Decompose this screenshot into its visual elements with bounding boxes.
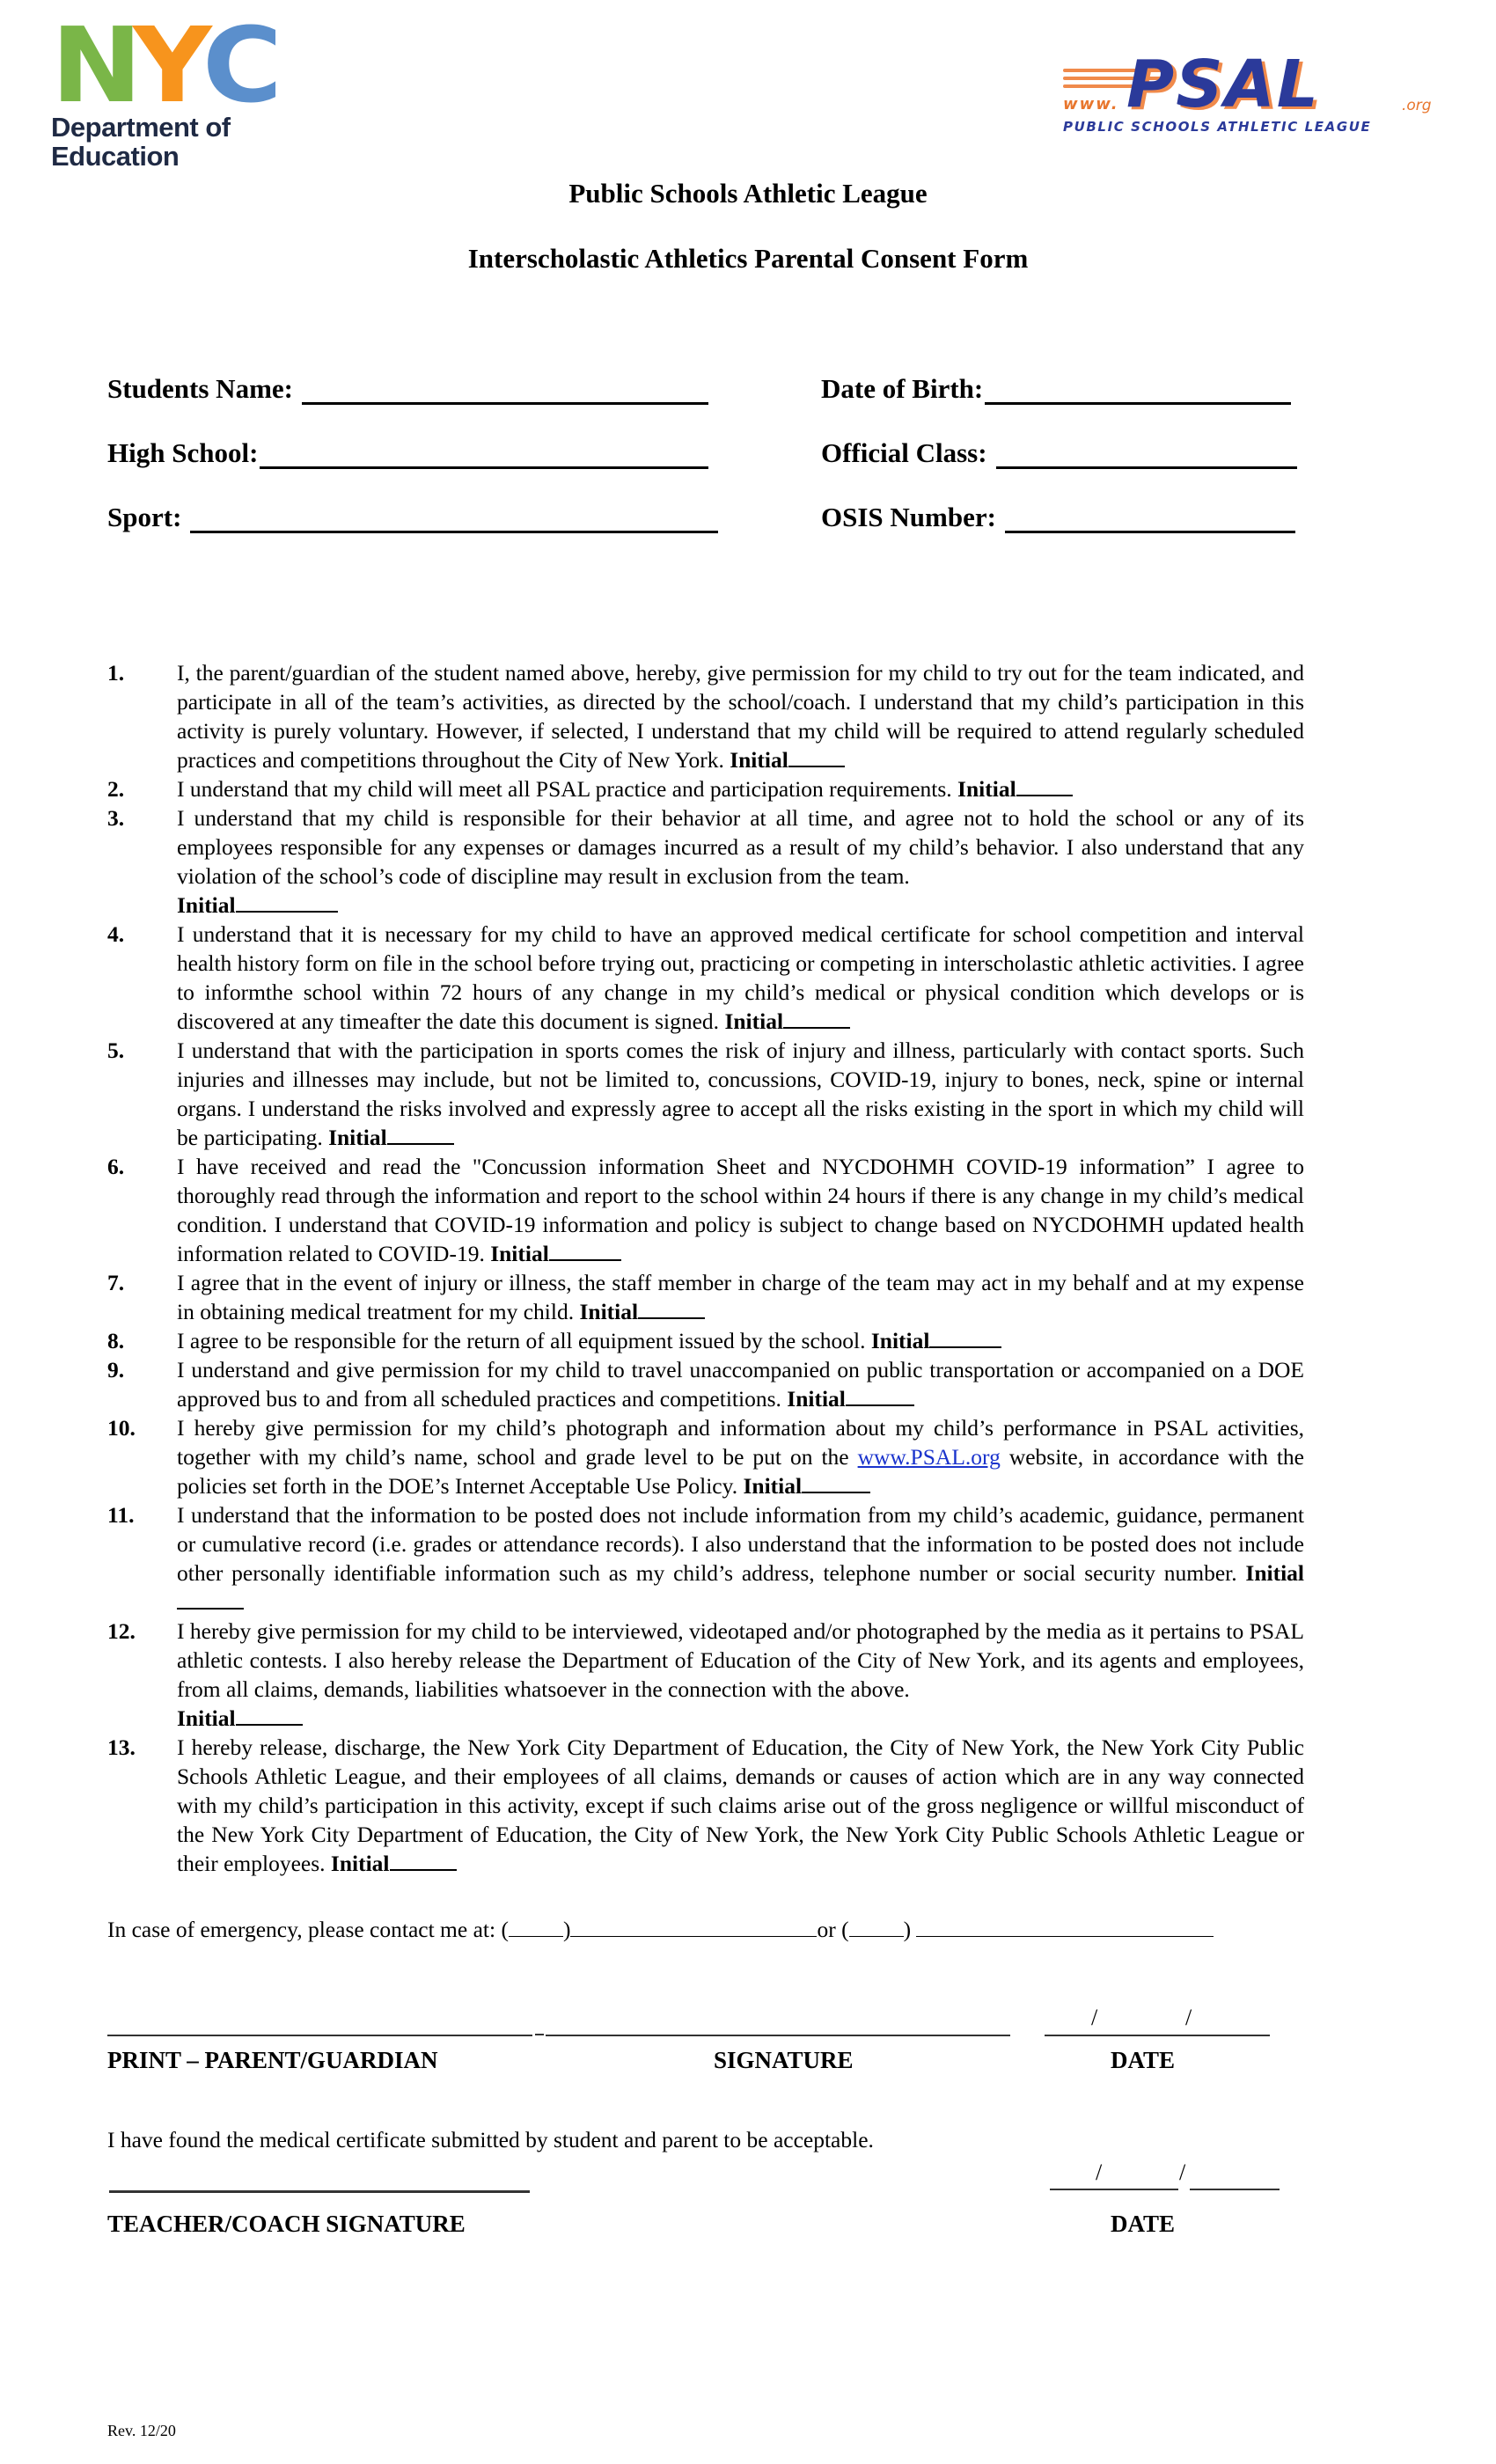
consent-item [107,1733,1304,1878]
nyc-logo-letter-y: Y [132,4,207,126]
item-number: 8. [107,1328,125,1353]
initial-label: Initial [579,1299,639,1324]
consent-item [107,803,1304,920]
revision-note: Rev. 12/20 [107,2422,176,2439]
initial-label: Initial [957,776,1016,802]
initial-input[interactable] [929,1331,1001,1348]
initial-label: Initial [730,747,788,773]
nyc-doe-logo [51,4,306,172]
date-of-birth-input[interactable] [985,379,1291,405]
consent-item [107,1413,1304,1500]
area-code-1-open: ( [501,1917,509,1942]
high-school-field[interactable] [107,437,708,469]
item-text: I hereby release, discharge, the New York City Department of Education, the City of New York, the New York City Public Schools Athletic League, and their employees of all claims, demands or causes of action which are in any way connected with my child’s participation in this activity, except if such claims arise out of the gross negligence or willful misconduct of the New York City Department of Education, the City of New York, the New York City Public Schools Athletic League or their employees. [177,1734,1304,1876]
item-number: 7. [107,1270,125,1295]
item-text: I understand that my child will meet all PSAL practice and participation requirements. [177,776,958,802]
initial-input[interactable] [788,750,845,767]
item-text: I understand that it is necessary for my child to have an approved medical certificate for school competition and interval health history form on file in the school before trying out, practicing or competing in interscholastic athletic activities. I agree to informthe school within 72 hours of any change in my child’s medical or physical condition which develops or is discovered at any timeafter the date this document is signed. [177,921,1304,1034]
date-of-birth-label: Date of Birth: [821,373,984,404]
initial-input[interactable] [846,1389,914,1406]
item-text: I agree to be responsible for the return of all equipment issued by the school. [177,1328,871,1353]
initial-label: Initial [1245,1560,1304,1586]
area-code-2-open: ( [841,1917,849,1942]
nyc-logo-subtitle-line1: Department of [51,112,231,143]
nyc-logo-letter-n: N [51,4,137,126]
item-text: I hereby give permission for my child’s photograph and information about my child’s performance in PSAL activities, together with my child’s name, school and grade level to be put on the [177,1415,1304,1470]
item-number: 9. [107,1357,125,1382]
initial-label: Initial [743,1473,803,1499]
signature-label: SIGNATURE [714,2047,854,2073]
coach-date-label: DATE [1111,2211,1176,2237]
initial-label: Initial [177,892,236,918]
sport-label: Sport: [107,502,182,532]
consent-item [107,1268,1304,1326]
area-code-1-close: ) [562,1917,571,1942]
phone-2-input[interactable] [916,1918,1214,1937]
initial-input[interactable] [1016,779,1073,796]
emergency-contact-row [107,1917,1214,1943]
consent-item [107,1326,1304,1355]
item-number: 3. [107,805,125,831]
date-separator: / [1185,2005,1192,2030]
date-separator: / [1091,2005,1098,2030]
item-number: 5. [107,1038,125,1063]
consent-item [107,1036,1304,1152]
item-text: I agree that in the event of injury or illness, the staff member in charge of the team may act in my behalf and at my expense in obtaining medical treatment for my child. [177,1270,1304,1324]
initial-label: Initial [330,1851,390,1876]
item-number: 6. [107,1154,125,1179]
official-class-label: Official Class: [821,437,987,468]
line-separator-dash [535,2034,544,2035]
psal-website-link[interactable]: www.PSAL.org [857,1444,1001,1470]
coach-date-line[interactable] [1050,2189,1178,2190]
consent-item [107,1355,1304,1413]
initial-input[interactable] [783,1011,850,1029]
official-class-field[interactable] [821,437,1297,469]
sport-input[interactable] [190,508,718,533]
psal-logo [1063,47,1441,143]
item-text: I hereby give permission for my child to be interviewed, videotaped and/or photographed by the media as it pertains to PSAL athletic contests. I also hereby release the Department of Education of the City of New York, and its agents and employees, from all claims, demands, liabilities whatsoever in the connection with the above. [177,1618,1304,1702]
item-text: I understand that the information to be posted does not include information from my child’s academic, guidance, permanent or cumulative record (i.e. grades or attendance records). I also understand that the information to be posted does not include other personally identifiable information such as my child’s address, telephone number or social security number. [177,1502,1304,1586]
initial-input[interactable] [177,1592,244,1610]
initial-input[interactable] [390,1853,457,1871]
consent-item [107,1617,1304,1733]
students-name-field[interactable] [107,373,708,405]
date-separator: / [1179,2160,1186,2185]
sport-field[interactable] [107,502,718,533]
item-number: 12. [107,1618,136,1644]
form-subtitle: Interscholastic Athletics Parental Consent Form [467,243,1029,274]
emergency-or-text: or [817,1917,836,1942]
item-number: 2. [107,776,125,802]
initial-input[interactable] [236,1708,303,1726]
area-code-1-input[interactable] [509,1918,563,1937]
area-code-2-close: ) [903,1917,912,1942]
nyc-logo-letter-c: C [202,4,277,126]
print-name-line[interactable] [107,2035,532,2036]
osis-number-label: OSIS Number: [821,502,996,532]
initial-label: Initial [490,1241,549,1266]
consent-item [107,1152,1304,1268]
item-number: 4. [107,921,125,947]
item-text: I understand that with the participation in sports comes the risk of injury and illness, particularly with contact sports. Such injuries and illnesses may include, but not be limited to, concussions, COVID-19, injury to bones, neck, spine or internal organs. I understand the risks involved and expressly agree to accept all the risks existing in the sport in which my child will be participating. [177,1038,1304,1150]
coach-date-line-year[interactable] [1190,2189,1280,2190]
teacher-coach-signature-line[interactable] [109,2190,530,2193]
students-name-input[interactable] [302,379,708,405]
initial-input[interactable] [638,1302,705,1319]
date-separator: / [1096,2160,1103,2185]
date-of-birth-field[interactable] [821,373,1291,405]
initial-input[interactable] [236,895,338,913]
consent-item [107,1500,1304,1617]
item-text: I, the parent/guardian of the student named above, hereby, give permission for my child to try out for the team indicated, and participate in all of the team’s activities, as directed by the school/coach. I understand that my child’s participation in this activity is purely voluntary. However, if selected, I understand that my child will be required to attend regularly scheduled practices and competitions throughout the City of New York. [177,660,1304,773]
area-code-2-input[interactable] [849,1918,904,1937]
page-title: Public Schools Athletic League [568,178,928,209]
osis-number-field[interactable] [821,502,1295,533]
parent-signature-line[interactable] [546,2035,1010,2036]
psal-logo-wordmark: PSAL [1126,47,1320,122]
osis-number-input[interactable] [1005,508,1295,533]
phone-1-input[interactable] [570,1918,817,1937]
item-text: I have received and read the "Concussion information Sheet and NYCDOHMH COVID-19 information” I agree to thoroughly read through the information and report to the school within 24 hours if there is any change in my child’s medical condition. I understand that COVID-19 information and policy is subject to change based on NYCDOHMH updated health information related to COVID-19. [177,1154,1304,1266]
official-class-input[interactable] [996,444,1297,469]
consent-item [107,920,1304,1036]
psal-logo-tagline: PUBLIC SCHOOLS ATHLETIC LEAGUE [1063,119,1372,135]
nyc-logo-subtitle-line2: Education [51,141,180,172]
item-text-continued: website, in accordance with the policies set forth in the DOE’s Internet Acceptable Use Policy. [177,1444,1305,1499]
initial-input[interactable] [802,1476,870,1493]
item-text: I understand that my child is responsible for their behavior at all time, and agree not to hold the school or any of its employees responsible for any expenses or damages incurred as a result of my child’s behavior. I also understand that any violation of the school’s code of discipline may result in exclusion from the team. [177,805,1304,889]
item-text: I understand and give permission for my child to travel unaccompanied on public transportation or accompanied on a DOE approved bus to and from all scheduled practices and competitions. [177,1357,1304,1412]
item-number: 10. [107,1415,136,1441]
initial-label: Initial [177,1705,236,1731]
parent-date-line[interactable] [1045,2035,1270,2036]
initial-label: Initial [328,1125,387,1150]
initial-label: Initial [870,1328,930,1353]
psal-logo-suffix: .org [1402,97,1432,114]
item-number: 13. [107,1734,136,1760]
date-label: DATE [1111,2047,1176,2073]
consent-item [107,774,1304,803]
high-school-input[interactable] [260,444,708,469]
psal-logo-prefix: www. [1063,95,1119,114]
consent-item [107,658,1304,774]
consent-items-list [107,658,1304,1878]
item-number: 1. [107,660,125,686]
medical-certificate-statement: I have found the medical certificate submitted by student and parent to be acceptable. [107,2127,874,2152]
initial-input[interactable] [387,1127,454,1145]
initial-label: Initial [787,1386,846,1412]
print-parent-guardian-label: PRINT – PARENT/GUARDIAN [107,2047,438,2073]
initial-input[interactable] [549,1243,621,1261]
item-number: 11. [107,1502,135,1528]
high-school-label: High School: [107,437,259,468]
emergency-contact-label: In case of emergency, please contact me at: [107,1917,502,1942]
students-name-label: Students Name: [107,373,293,404]
initial-label: Initial [724,1008,784,1034]
teacher-coach-signature-label: TEACHER/COACH SIGNATURE [107,2211,466,2237]
